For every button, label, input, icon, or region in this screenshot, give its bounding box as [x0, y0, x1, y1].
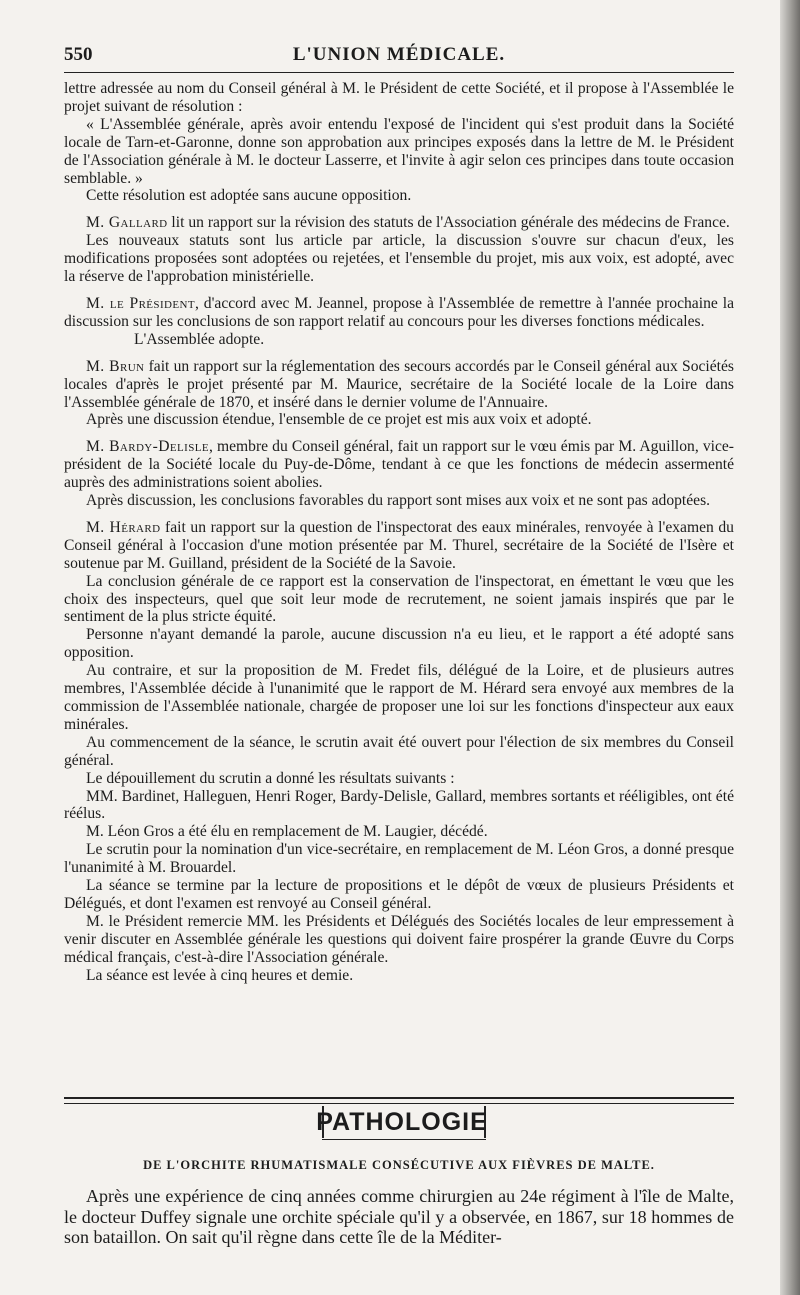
speaker-name: M. Bardy-Delisle [86, 438, 209, 456]
paragraph-text: Cette résolution est adoptée sans aucune opposition. [86, 187, 412, 205]
running-title: L'UNION MÉDICALE. [292, 44, 506, 65]
paragraph-text: Après discussion, les conclusions favorables du rapport sont mises aux voix et ne sont pas adoptées. [86, 492, 711, 510]
body-paragraph [64, 626, 734, 662]
paragraph-text: lit un rapport sur la révision des statuts de l'Association générale des médecins de France. [167, 214, 730, 232]
paragraph-text: La séance se termine par la lecture de propositions et le dépôt de vœux de plusieurs Présidents et Délégués, et dont l'examen est renvoyé au Conseil général. [64, 877, 734, 912]
article-title: DE L'ORCHITE RHUMATISMALE CONSÉCUTIVE AUX FIÈVRES DE MALTE. [143, 1158, 655, 1172]
body-paragraph [64, 519, 734, 573]
paragraph-text: Le dépouillement du scrutin a donné les résultats suivants : [86, 769, 455, 787]
paragraph-text: Après une discussion étendue, l'ensemble de ce projet est mis aux voix et adopté. [86, 411, 592, 429]
page-header [64, 44, 734, 70]
paragraph-text: « L'Assemblée générale, après avoir entendu l'exposé de l'incident qui s'est produit dans la Société locale de Tarn-et-Garonne, donne son approbation aux principes exposés dans la lettre de M. le Président de l'Association générale à M. le docteur Lasserre, et l'invite à agir selon ces principes dans toute occasion semblable. » [64, 115, 734, 187]
paragraph-text: fait un rapport sur la question de l'inspectorat des eaux minérales, renvoyée à l'examen du Conseil général à l'occasion d'une motion présentée par M. Thurel, secrétaire de la Société de l'Isère et soutenue par M. Guilland, président de la Société de la Savoie. [64, 518, 734, 572]
body-paragraph [64, 187, 734, 205]
paragraph-text: Personne n'ayant demandé la parole, aucune discussion n'a eu lieu, et le rapport a été adopté sans opposition. [64, 626, 734, 662]
paragraph-text: Les nouveaux statuts sont lus article par article, la discussion s'ouvre sur chacun d'eux, les modifications proposées sont adoptées ou rejetées, et l'ensemble du projet, mis aux voix, est adopté, avec la réserve de l'approbation ministérielle. [64, 232, 734, 286]
body-paragraph [64, 877, 734, 913]
section-title: PATHOLOGIE [316, 1108, 488, 1136]
body-paragraph [64, 823, 734, 841]
section-title-underline [322, 1139, 486, 1140]
body-paragraph [64, 331, 734, 349]
body-paragraph [64, 411, 734, 429]
paragraph-text: Au contraire, et sur la proposition de M. Fredet fils, délégué de la Loire, et de plusieurs autres membres, l'Assemblée décide à l'unanimité que le rapport de M. Hérard sera envoyé aux membres de la commission de l'Assemblée nationale, chargée de proposer une loi sur les fonctions d'inspecteur aux eaux minérales. [64, 662, 734, 733]
body-paragraph [64, 662, 734, 734]
body-paragraph [64, 967, 734, 985]
body-paragraph [64, 438, 734, 492]
body-paragraph [64, 788, 734, 824]
body-paragraph [64, 913, 734, 967]
body-paragraph [64, 841, 734, 877]
pathology-paragraph: Après une expérience de cinq années comme chirurgien au 24e régiment à l'île de Malte, le docteur Duffey signale une orchite spéciale qu'il y a observée, en 1867, sur 18 hommes de son bataillon. On sait qu'il règne dans cette île de la Méditer- [64, 1186, 734, 1247]
body-paragraph [64, 358, 734, 412]
article-body-text [64, 80, 734, 985]
paragraph-text: lettre adressée au nom du Conseil général à M. le Président de cette Société, et il propose à l'Assemblée le projet suivant de résolution : [64, 80, 734, 115]
speaker-name: M. Gallard [86, 214, 168, 232]
paragraph-text: M. Léon Gros a été élu en remplacement de M. Laugier, décédé. [86, 823, 488, 841]
pathology-article-body [64, 1186, 734, 1248]
body-paragraph [64, 573, 734, 627]
paragraph-text: , membre du Conseil général, fait un rapport sur le vœu émis par M. Aguillon, vice-président de la Société locale du Puy-de-Dôme, tendant à ce que les fonctions de médecin assermenté auprès des administrations soient abolies. [64, 438, 734, 492]
page-number: 550 [64, 44, 93, 65]
paragraph-text: L'Assemblée adopte. [134, 330, 265, 348]
paragraph-text: M. le Président remercie MM. les Présidents et Délégués des Sociétés locales de leur empressement à venir discuter en Assemblée générale les questions qui doivent faire prospérer la grande Œuvre du Corps médical français, c'est-à-dire l'Association générale. [64, 912, 734, 966]
body-paragraph [64, 80, 734, 116]
section-separator-rule [64, 1097, 734, 1104]
paragraph-text: , d'accord avec M. Jeannel, propose à l'Assemblée de remettre à l'année prochaine la discussion sur les conclusions de son rapport relatif au concours pour les diverses fonctions médicales. [64, 294, 734, 330]
paragraph-text: Le scrutin pour la nomination d'un vice-secrétaire, en remplacement de M. Léon Gros, a donné presque l'unanimité à M. Brouardel. [64, 841, 734, 877]
body-paragraph [64, 492, 734, 510]
body-paragraph [64, 116, 734, 188]
paragraph-text: fait un rapport sur la réglementation des secours accordés par le Conseil général aux Sociétés locales d'après le projet présenté par M. Maurice, secrétaire de la Société locale de la Loire dans l'Assemblée générale de 1870, et inséré dans le dernier volume de l'Annuaire. [64, 357, 734, 411]
paragraph-text: Au commencement de la séance, le scrutin avait été ouvert pour l'élection de six membres du Conseil général. [64, 733, 734, 769]
header-rule [64, 72, 734, 73]
paragraph-text: MM. Bardinet, Halleguen, Henri Roger, Bardy-Delisle, Gallard, membres sortants et rééligibles, ont été réélus. [64, 787, 734, 823]
body-paragraph [64, 232, 734, 286]
body-paragraph [64, 734, 734, 770]
body-paragraph [64, 770, 734, 788]
speaker-name: M. le Président [86, 294, 195, 312]
speaker-name: M. Hérard [86, 518, 161, 536]
body-paragraph [64, 295, 734, 331]
speaker-name: M. Brun [86, 357, 145, 375]
paragraph-text: La conclusion générale de ce rapport est la conservation de l'inspectorat, en émettant le vœu que les choix des inspecteurs, quel que soit leur mode de recrutement, ne soient jamais inspirés que par le sentiment de la plus stricte équité. [64, 572, 734, 626]
body-paragraph [64, 214, 734, 232]
paragraph-text: La séance est levée à cinq heures et demie. [86, 966, 354, 984]
page-edge-shadow [780, 0, 800, 1295]
